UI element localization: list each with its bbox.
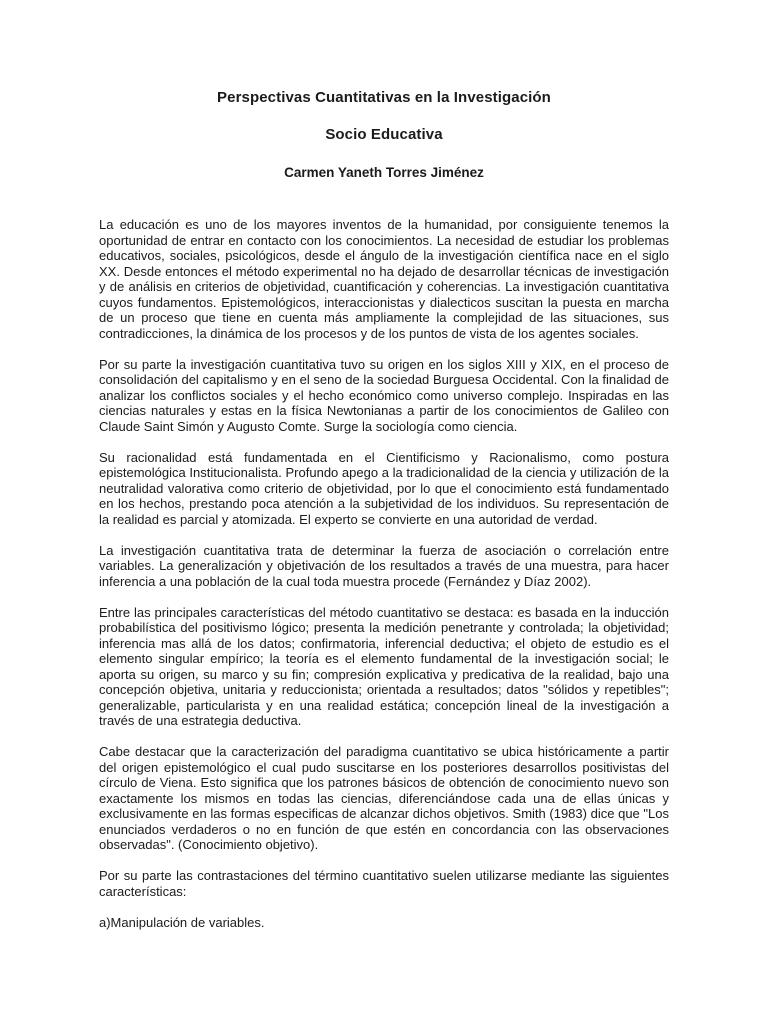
body-paragraph-6: Cabe destacar que la caracterización del paradigma cuantitativo se ubica históricamente a partir del origen epistemológico el cual pudo suscitarse en los posteriores desarrollos positivistas del círculo de Viena. Esto significa que los patrones básicos de obtención de conocimiento nuevo son exactamente los mismos en todas las ciencias, diferenciándose cada una de ellas únicas y exclusivamente en las formas especificas de alcanzar dichos objetivos. Smith (1983) dice que "Los enunciados verdaderos o no en función de que estén en concordancia con las observaciones observadas". (Conocimiento objetivo). xyxy=(99,744,669,852)
list-item-a: a)Manipulación de variables. xyxy=(99,914,265,930)
body-paragraph-1: La educación es uno de los mayores inventos de la humanidad, por consiguiente tenemos la oportunidad de entrar en contacto con los conocimientos. La necesidad de estudiar los problemas educativos, sociales, psicológicos, desde el ángulo de la investigación científica nace en el siglo XX. Desde entonces el método experimental no ha dejado de desarrollar técnicas de investigación y de análisis en criterios de objetividad, cuantificación y coherencias. La investigación cuantitativa cuyos fundamentos. Epistemológicos, interaccionistas y dialecticos suscitan la puesta en marcha de un proceso que tiene en cuenta más ampliamente la complejidad de las situaciones, sus contradicciones, la dinámica de los procesos y de los puntos de vista de los agentes sociales. xyxy=(99,217,669,341)
body-paragraph-5: Entre las principales características del método cuantitativo se destaca: es basada en la inducción probabilística del positivismo lógico; presenta la medición penetrante y controlada; la objetividad; inferencia mas allá de los datos; confirmatoria, inferencial deductiva; el objeto de estudio es el elemento singular empírico; la teoría es el elemento fundamental de la investigación social; le aporta su origen, su marco y su fin; compresión explicativa y predicativa de la realidad, bajo una concepción objetiva, unitaria y reduccionista; orientada a resultados; datos "sólidos y repetibles"; generalizable, particularista y en una realidad estática; concepción lineal de la investigación a través de una estrategia deductiva. xyxy=(99,604,669,728)
body-paragraph-2: Por su parte la investigación cuantitativa tuvo su origen en los siglos XIII y XIX, en el proceso de consolidación del capitalismo y en el seno de la sociedad Burguesa Occidental. Con la finalidad de analizar los conflictos sociales y el hecho económico como universo complejo. Inspiradas en las ciencias naturales y estas en la física Newtonianas a partir de los conocimientos de Galileo con Claude Saint Simón y Augusto Comte. Surge la sociología como ciencia. xyxy=(99,356,669,434)
doc-title-line2: Socio Educativa xyxy=(325,126,443,143)
body-paragraph-3: Su racionalidad está fundamentada en el Cientificismo y Racionalismo, como postura epistemológica Institucionalista. Profundo apego a la tradicionalidad de la ciencia y utilización de la neutralidad valorativa como criterio de objetividad, por lo que el conocimiento está fundamentado en los hechos, prestando poca atención a la subjetividad de los individuos. Su representación de la realidad es parcial y atomizada. El experto se convierte en una autoridad de verdad. xyxy=(99,449,669,527)
body-paragraph-4: La investigación cuantitativa trata de determinar la fuerza de asociación o correlación entre variables. La generalización y objetivación de los resultados a través de una muestra, para hacer inferencia a una población de la cual toda muestra procede (Fernández y Díaz 2002). xyxy=(99,542,669,589)
doc-title-line1: Perspectivas Cuantitativas en la Investigación xyxy=(217,89,551,106)
doc-author: Carmen Yaneth Torres Jiménez xyxy=(284,165,484,180)
body-paragraph-7: Por su parte las contrastaciones del término cuantitativo suelen utilizarse mediante las siguientes características: xyxy=(99,868,669,899)
